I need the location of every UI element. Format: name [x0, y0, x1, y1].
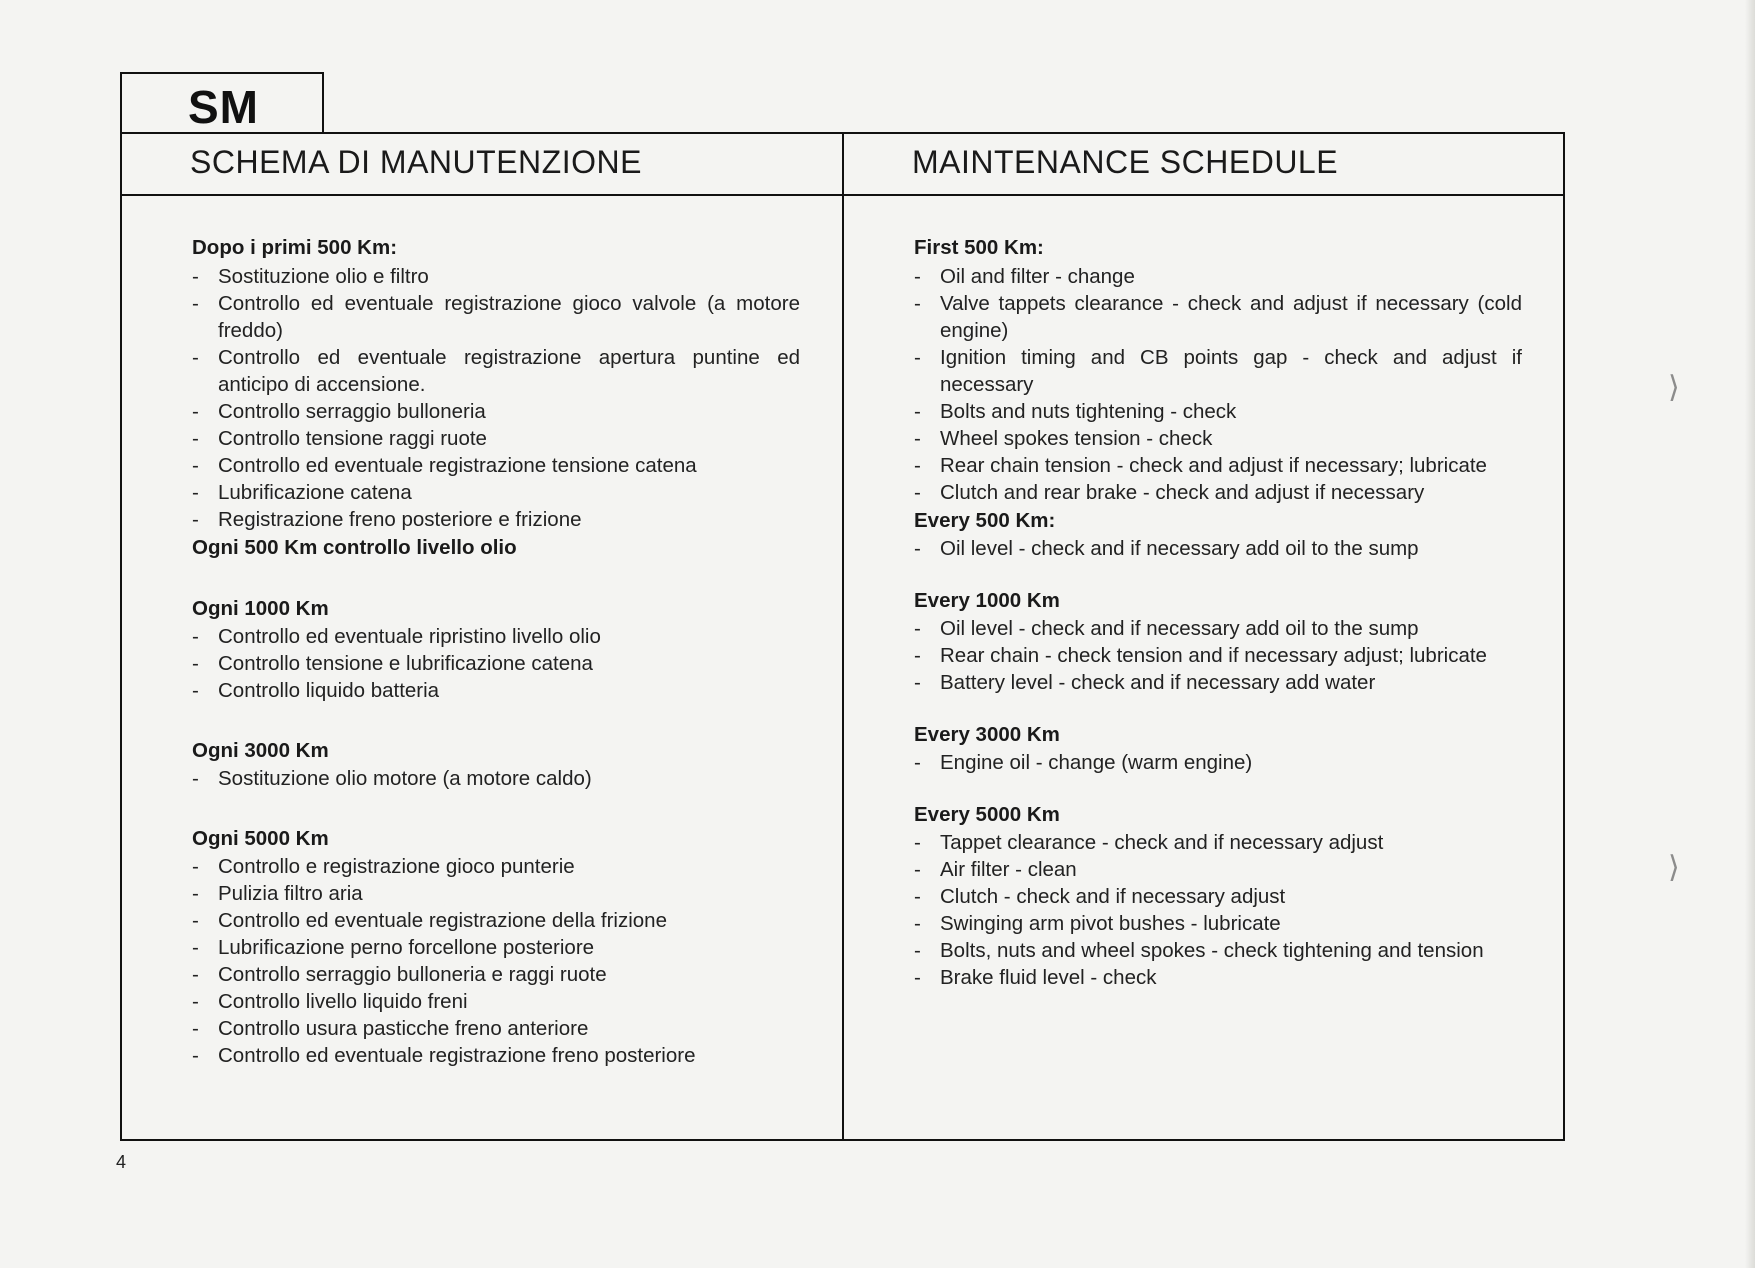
list-item: - Lubrificazione catena — [192, 481, 412, 504]
section-tab — [120, 72, 324, 134]
list-item: - Registrazione freno posteriore e frizione — [192, 508, 582, 531]
list-item: - Clutch - check and if necessary adjust — [914, 885, 1286, 908]
list-item: - Oil and filter - change — [914, 265, 1135, 288]
list-item: - Air filter - clean — [914, 858, 1077, 881]
section-title: Every 5000 Km — [914, 803, 1060, 826]
list-item: - Controllo livello liquido freni — [192, 990, 468, 1013]
section-title: Every 1000 Km — [914, 589, 1060, 612]
page-number: 4 — [116, 1152, 127, 1172]
list-item: - Clutch and rear brake - check and adjust if necessary — [914, 481, 1425, 504]
column-divider — [842, 134, 844, 1139]
list-item: - Pulizia filtro aria — [192, 882, 363, 905]
list-item: - Lubrificazione perno forcellone posteriore — [192, 936, 595, 959]
list-item: - Sostituzione olio e filtro — [192, 265, 429, 288]
list-item: - Controllo e registrazione gioco punterie — [192, 855, 575, 878]
list-item: - Brake fluid level - check — [914, 966, 1157, 989]
list-item: - Controllo ed eventuale registrazione della frizione — [192, 909, 667, 932]
item-list — [914, 535, 1522, 562]
list-item: - Bolts and nuts tightening - check — [914, 400, 1237, 423]
list-item: - Wheel spokes tension - check — [914, 427, 1213, 450]
list-item: - Controllo ed eventuale registrazione tensione catena — [192, 454, 697, 477]
list-item: - Controllo ed eventuale registrazione apertura puntine ed anticipo di accensione. — [192, 346, 800, 396]
section-title: Ogni 500 Km controllo livello olio — [192, 536, 517, 559]
list-item: - Swinging arm pivot bushes - lubricate — [914, 912, 1281, 935]
list-item: - Controllo ed eventuale ripristino livello olio — [192, 625, 601, 648]
list-item: - Controllo usura pasticche freno anteriore — [192, 1017, 589, 1040]
section-title: First 500 Km: — [914, 236, 1044, 259]
item-list — [914, 829, 1522, 991]
title-english: MAINTENANCE SCHEDULE — [912, 144, 1339, 180]
section-title: Every 500 Km: — [914, 509, 1056, 532]
list-item: - Controllo tensione e lubrificazione catena — [192, 652, 593, 675]
list-item: - Tappet clearance - check and if necessary adjust — [914, 831, 1384, 854]
list-item: - Sostituzione olio motore (a motore caldo) — [192, 767, 592, 790]
item-list — [914, 615, 1522, 696]
list-item: - Rear chain - check tension and if necessary adjust; lubricate — [914, 644, 1487, 667]
list-item: - Bolts, nuts and wheel spokes - check tightening and tension — [914, 939, 1484, 962]
section-title: Every 3000 Km — [914, 723, 1060, 746]
schedule-frame — [120, 132, 1565, 1141]
list-item: - Controllo serraggio bulloneria — [192, 400, 486, 423]
list-item: - Controllo ed eventuale registrazione gioco valvole (a motore freddo) — [192, 292, 800, 342]
list-item: - Oil level - check and if necessary add oil to the sump — [914, 617, 1419, 640]
list-item: - Controllo liquido batteria — [192, 679, 440, 702]
section-tab-label: SM — [188, 81, 259, 133]
list-item: - Rear chain tension - check and adjust if necessary; lubricate — [914, 454, 1487, 477]
english-column — [914, 232, 1522, 991]
list-item: - Valve tappets clearance - check and adjust if necessary (cold engine) — [914, 292, 1522, 342]
list-item: - Controllo serraggio bulloneria e raggi ruote — [192, 963, 607, 986]
italian-column — [192, 232, 800, 1069]
item-list — [192, 853, 800, 1069]
binding-hole-mark: ⟩ — [1668, 370, 1680, 405]
section-title: Ogni 3000 Km — [192, 739, 329, 762]
item-list — [192, 623, 800, 704]
title-italian: SCHEMA DI MANUTENZIONE — [190, 144, 642, 180]
section-title: Ogni 5000 Km — [192, 827, 329, 850]
list-item: - Controllo ed eventuale registrazione freno posteriore — [192, 1044, 696, 1067]
item-list — [914, 263, 1522, 506]
list-item: - Oil level - check and if necessary add oil to the sump — [914, 537, 1419, 560]
item-list — [192, 263, 800, 533]
binding-hole-mark: ⟩ — [1668, 850, 1680, 885]
list-item: - Battery level - check and if necessary add water — [914, 671, 1376, 694]
item-list — [192, 765, 800, 792]
list-item: - Ignition timing and CB points gap - check and adjust if necessary — [914, 346, 1522, 396]
section-title: Dopo i primi 500 Km: — [192, 236, 398, 259]
list-item: - Controllo tensione raggi ruote — [192, 427, 487, 450]
page-edge-shadow — [1745, 0, 1755, 1268]
item-list — [914, 749, 1522, 776]
section-title: Ogni 1000 Km — [192, 597, 329, 620]
list-item: - Engine oil - change (warm engine) — [914, 751, 1253, 774]
